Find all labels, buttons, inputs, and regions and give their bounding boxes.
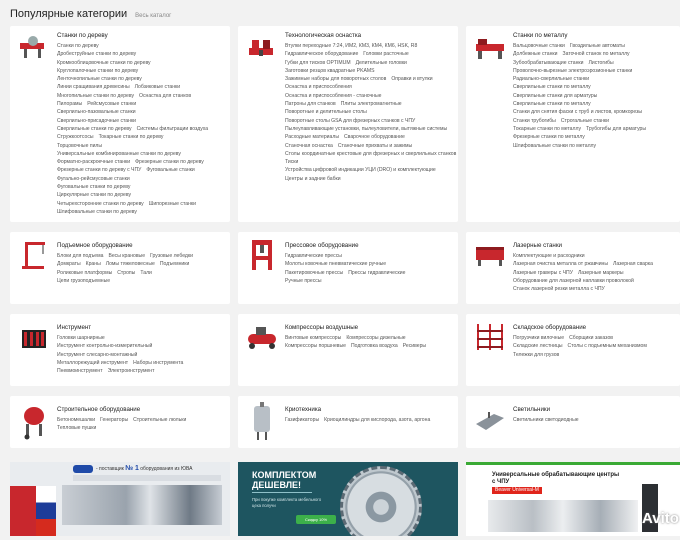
category-link[interactable]: Винтовые компрессоры [285, 335, 342, 341]
category-link[interactable]: Криоцилиндры для кислорода, азота, аргона [324, 417, 431, 423]
lamp-icon [474, 410, 506, 432]
category-link[interactable]: Дробеструйные станки по дереву [57, 51, 137, 58]
laser-machine-icon [474, 242, 506, 268]
category-card-construction[interactable] [10, 396, 230, 448]
section-header [10, 8, 171, 22]
category-link[interactable]: Станочная оснастка [285, 142, 333, 149]
category-link[interactable]: Бетономешалки [57, 417, 96, 423]
category-link[interactable]: Оснастка и приспособления - станочные [285, 92, 382, 99]
russia-flag [36, 486, 56, 536]
category-link[interactable]: Фугально-рейсмусовые станки [57, 175, 130, 182]
category-link[interactable]: Грузовые лебедки [150, 253, 193, 259]
saw-blade-image [340, 466, 422, 536]
banner-stripe [466, 462, 680, 465]
category-link[interactable]: Головки шарнирные [57, 335, 105, 341]
category-link[interactable]: Лобзиковые станки [134, 84, 181, 91]
category-link[interactable]: Оборудование для лазерной наплавки проволокой [513, 277, 634, 284]
category-title[interactable]: Подъемное оборудование [57, 242, 133, 249]
category-link[interactable]: Поворотные и делительные столы [285, 109, 367, 116]
category-link[interactable]: Сверлильные станки по дереву [57, 125, 132, 132]
category-link[interactable]: Шлифовальные станки по металлу [513, 142, 597, 149]
title-line-2: с ЧПУ [492, 479, 510, 485]
category-link[interactable]: Светильники светодиодные [513, 417, 579, 423]
category-link[interactable]: Линии сращивания древесины [57, 84, 130, 91]
category-link[interactable]: Циркулярные станки по дереву [57, 192, 132, 199]
category-link[interactable]: Ресиверы [402, 343, 427, 350]
category-link[interactable]: Сверлильные станки для арматуры [513, 92, 598, 99]
category-link[interactable]: Компрессоры поршневые [285, 343, 346, 350]
storage-rack-icon [474, 322, 506, 352]
category-link[interactable]: Домкраты [57, 261, 81, 268]
category-title[interactable]: Светильники [513, 406, 551, 413]
category-links [57, 416, 227, 433]
category-links [513, 334, 677, 359]
product-tag: Beaver Universal-M [492, 487, 542, 494]
category-links [285, 252, 455, 285]
air-compressor-icon [246, 324, 278, 350]
category-title[interactable]: Станки по дереву [57, 32, 108, 39]
category-card-lighting[interactable] [466, 396, 680, 448]
category-link[interactable]: Сборщики заказов [569, 335, 613, 341]
category-link[interactable]: Лазерные маркеры [577, 269, 624, 276]
category-link[interactable]: Вальцовочные станки [513, 43, 565, 49]
category-title[interactable]: Лазерные станки [513, 242, 562, 249]
category-link[interactable]: Гидравлические прессы [285, 253, 342, 259]
category-card-tooling[interactable] [238, 26, 458, 222]
banner-title [492, 472, 619, 486]
category-link[interactable]: Подготовка воздуха [350, 343, 398, 350]
category-link[interactable]: Сверлильно-присадочные станки [57, 117, 137, 124]
category-link[interactable]: Фрезерные станки по дереву [135, 159, 204, 166]
category-link[interactable]: Строительные люльки [133, 417, 187, 423]
category-link[interactable]: Стропы [117, 269, 136, 276]
category-link[interactable]: Прессы гидравлические [348, 269, 406, 276]
category-links [513, 416, 677, 424]
banner-headline [96, 465, 193, 472]
category-link[interactable]: Многопильные станки по дереву [57, 92, 134, 99]
category-link[interactable]: Складские лестницы [513, 343, 563, 350]
category-link[interactable]: Комплектующие и расходники [513, 253, 585, 259]
category-link[interactable]: Тиски [285, 159, 299, 166]
category-link[interactable]: Станочные прихваты и зажимы [337, 142, 413, 149]
category-link[interactable]: Кромкооблицовочные станки по дереву [57, 59, 151, 66]
category-link[interactable]: Инструмент контрольно-измерительный [57, 343, 153, 350]
category-link[interactable]: Сверлильно-пазовальные станки [57, 109, 136, 116]
tool-kit-icon [20, 322, 48, 352]
title-line-1: Универсальные обрабатывающие центры [492, 472, 620, 478]
category-link[interactable]: Устройства цифровой индикации УЦИ (DRO) и комплектующие [285, 167, 436, 174]
category-link[interactable]: Листогибы [588, 59, 614, 66]
category-link[interactable]: Газификаторы [285, 417, 320, 423]
category-link[interactable]: Гидравлическое оборудование [285, 51, 359, 58]
category-link[interactable]: Шипорезные станки [148, 200, 196, 207]
category-link[interactable]: Радиально-сверлильные станки [513, 76, 590, 83]
category-link[interactable]: Фрезерные станки по дереву с ЧПУ [57, 167, 142, 174]
category-links [285, 42, 455, 183]
category-link[interactable]: Губки для тисков OPTIMUM [285, 59, 351, 66]
banner-title: КОМПЛЕКТОМ ДЕШЕВЛЕ! [252, 470, 317, 490]
discount-button[interactable]: Скидку 10% [296, 515, 336, 524]
category-link[interactable]: Тепловые пушки [57, 425, 97, 432]
category-link[interactable]: Фуговальные станки по дереву [57, 184, 131, 191]
category-link[interactable]: Делительные головки [355, 59, 407, 66]
category-title[interactable]: Прессовое оборудование [285, 242, 359, 249]
banner-machines-image [62, 485, 222, 525]
category-title[interactable]: Технологическая оснастка [285, 32, 362, 39]
category-card-lifting[interactable] [10, 232, 230, 304]
headline-prefix: - поставщик [96, 466, 124, 472]
category-link[interactable]: Ручные прессы [285, 277, 322, 284]
category-link[interactable]: Долбежные станки [513, 51, 558, 58]
category-link[interactable]: Проволочно-вырезные электроэрозионные станки [513, 67, 633, 74]
category-link[interactable]: Расходные материалы [285, 134, 339, 141]
category-link[interactable]: Погрузчики вилочные [513, 335, 565, 341]
category-link[interactable]: Трубогибы для арматуры [586, 125, 647, 132]
woodworking-machine-icon [18, 34, 48, 60]
category-link[interactable]: Шлифовальные станки по дереву [57, 208, 137, 215]
divider [252, 492, 312, 493]
category-card-wood[interactable] [10, 26, 230, 222]
category-link[interactable]: Лазерная очистка металла от ржавчины [513, 261, 609, 268]
category-link[interactable]: Лазерная сварка [613, 261, 653, 268]
category-link[interactable]: Блоки для подъема [57, 253, 104, 259]
headline-number: № 1 [125, 465, 139, 472]
category-title[interactable]: Компрессоры воздушные [285, 324, 359, 331]
vise-icon [246, 36, 276, 58]
category-link[interactable]: Плиты электромагнитные [340, 101, 402, 108]
category-link[interactable]: Оправки и втулки [391, 76, 433, 83]
category-links [513, 42, 677, 150]
all-catalog-link[interactable]: Весь каталог [135, 13, 172, 19]
category-link[interactable]: Рейсмусовые станки [87, 101, 137, 108]
category-link[interactable]: Торцовочные пилы [57, 142, 103, 149]
category-link[interactable]: Инструмент слесарно-монтажный [57, 351, 138, 358]
promo-banner-discount[interactable] [238, 462, 458, 536]
category-link[interactable]: Патроны для станков [285, 101, 336, 108]
brand-logo [73, 465, 93, 473]
category-card-press[interactable] [238, 232, 458, 304]
category-links [285, 416, 455, 424]
category-link[interactable]: Фуговальные станки [146, 167, 195, 174]
category-links [57, 252, 227, 285]
category-link[interactable]: Токарные станки по металлу [513, 125, 582, 132]
cryo-equipment-icon [250, 402, 274, 442]
category-link[interactable]: Сверлильные станки по металлу [513, 84, 591, 91]
category-title[interactable]: Строительное оборудование [57, 406, 141, 413]
avito-watermark: Avito [642, 510, 679, 527]
concrete-mixer-icon [20, 404, 48, 440]
china-flag [10, 486, 36, 536]
category-links [285, 334, 455, 351]
cnc-machine-image [488, 500, 638, 532]
category-link[interactable]: Форматно-раскроечные станки [57, 159, 131, 166]
category-link[interactable]: Электроинструмент [107, 368, 155, 375]
category-card-compressors[interactable] [238, 314, 458, 386]
category-link[interactable]: Системы фильтрации воздуха [136, 125, 209, 132]
category-link[interactable]: Гвоздильные автоматы [569, 43, 625, 49]
category-link[interactable]: Столы с подъемным механизмом [567, 343, 647, 350]
crane-icon [20, 238, 48, 272]
category-link[interactable]: Пилорамы [57, 101, 83, 108]
category-link[interactable]: Станки по дереву [57, 43, 99, 49]
category-link[interactable]: Молоты ковочные пневматические ручные [285, 261, 387, 268]
category-links [513, 252, 677, 293]
category-link[interactable]: Станки трубогибы [513, 117, 556, 124]
category-link[interactable]: Пакетировочные прессы [285, 269, 344, 276]
category-link[interactable]: Токарные станки по дереву [98, 134, 164, 141]
category-link[interactable]: Сверлильные станки по металлу [513, 101, 591, 108]
category-link[interactable]: Оснастка для станков [139, 92, 192, 99]
category-link[interactable]: Строгальные станки [560, 117, 609, 124]
carousel-next-button[interactable] [674, 256, 680, 268]
category-link[interactable]: Тележки для грузов [513, 351, 560, 358]
category-title[interactable]: Станки по металлу [513, 32, 568, 39]
category-link[interactable]: Тали [140, 269, 152, 276]
category-link[interactable]: Заготовки резцов квадратные PKAMS [285, 67, 375, 74]
category-links [57, 42, 227, 216]
category-link[interactable]: Фрезерные станки по металлу [513, 134, 585, 141]
category-link[interactable]: Зажимные наборы для поворотных столов [285, 76, 387, 83]
category-link[interactable]: Сварочное оборудование [344, 134, 405, 141]
category-link[interactable]: Стружкоотсосы [57, 134, 94, 141]
category-link[interactable]: Металлорежущий инструмент [57, 359, 129, 366]
category-link[interactable]: Втулки переходные 7:24, ИМ2, КМ3, КМ4, КМ6, HSK, R8 [285, 43, 418, 49]
category-link[interactable]: Ломы тяжеловесные [105, 261, 155, 268]
category-link[interactable]: Четырехсторонние станки по дереву [57, 200, 144, 207]
promo-banner-cnc[interactable] [466, 462, 680, 536]
category-title[interactable]: Инструмент [57, 324, 92, 331]
category-link[interactable]: Весы крановые [108, 253, 146, 259]
category-card-storage[interactable] [466, 314, 680, 386]
category-link[interactable]: Зубообрабатывающие станки [513, 59, 584, 66]
category-card-metal[interactable] [466, 26, 680, 222]
category-link[interactable]: Краны [85, 261, 101, 268]
category-link[interactable]: Станки для снятия фаски с труб и листов, кромкорезы [513, 109, 643, 116]
headline-rest: оборудования из ЮВА [140, 466, 193, 472]
category-link[interactable]: Столы координатные крестовые для фрезерных и сверлильных станков [285, 150, 457, 157]
banner-subtext [73, 475, 221, 481]
category-title[interactable]: Складское оборудование [513, 324, 587, 331]
category-link[interactable]: Универсальные комбинированные станки по дереву [57, 150, 181, 157]
banner-text: При покупке комплекта мебельного цеха получи [252, 497, 322, 508]
hydraulic-press-icon [248, 238, 276, 272]
category-link[interactable]: Станок лазерной резки металла с ЧПУ [513, 286, 605, 293]
category-card-laser[interactable] [466, 232, 680, 304]
category-link[interactable]: Наборы инструмента [133, 359, 184, 366]
category-link[interactable]: Компрессоры дизельные [346, 335, 406, 341]
promo-banner-supplier[interactable] [10, 462, 230, 536]
lathe-icon [474, 36, 506, 60]
page-title: Популярные категории [10, 8, 128, 20]
category-link[interactable]: Пневмоинструмент [57, 368, 103, 375]
category-link[interactable]: Ленточнопильные станки по дереву [57, 76, 142, 83]
category-links [57, 334, 227, 375]
category-link[interactable]: Центры и задние бабки [285, 175, 341, 182]
category-link[interactable]: Цепи грузоподъемные [57, 277, 111, 284]
category-link[interactable]: Круглопалочные станки по дереву [57, 67, 139, 74]
category-link[interactable]: Головки расточные [363, 51, 409, 58]
category-link[interactable]: Оснастка и приспособления [285, 84, 352, 91]
category-link[interactable]: Генераторы [100, 417, 129, 423]
category-card-tools[interactable] [10, 314, 230, 386]
category-link[interactable]: Заточной станок по металлу [562, 51, 630, 58]
category-link[interactable]: Подъемники [159, 261, 190, 268]
category-title[interactable]: Криотехника [285, 406, 322, 413]
category-link[interactable]: Роликовые платформы [57, 269, 113, 276]
category-card-cryo[interactable] [238, 396, 458, 448]
category-link[interactable]: Поворотные столы GSA для фрезерных станков с ЧПУ [285, 117, 416, 124]
category-link[interactable]: Пылеулавливающие установки, пылеуловители, вытяжные системы [285, 125, 448, 132]
category-link[interactable]: Лазерные граверы с ЧПУ [513, 269, 573, 276]
